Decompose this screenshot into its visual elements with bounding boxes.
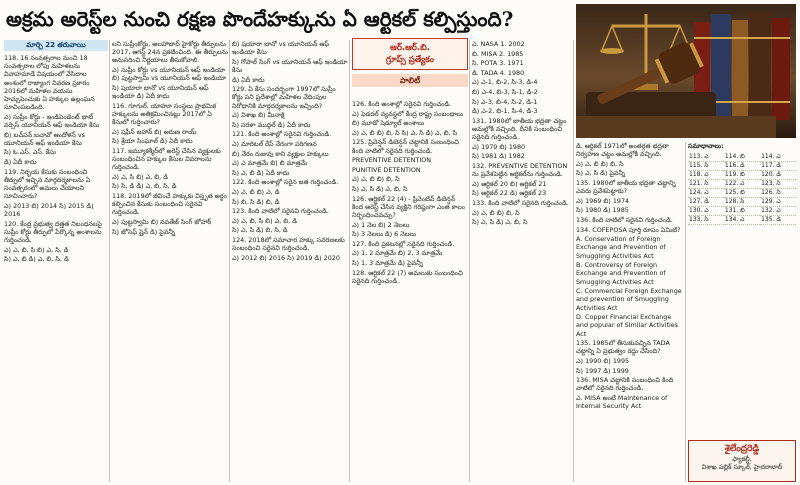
paragraph: సి) శ్రేయా సింఘాల్ డి) ఏదీ కాదు xyxy=(112,137,193,146)
paragraph: ఎ) ఎ, బి బి) బి, సి xyxy=(352,175,400,184)
answer-cell: 120. డి xyxy=(760,171,796,180)
answer-cell: 131. బి xyxy=(724,207,760,216)
paragraph: 118. 16 సంవత్సరాల నుంచి 18 సంవత్సరాల లోపు మహిళలను వివాహమాడే విషయంలో వేసిదాల అంశంలో రాజ్యాంగ వివరణ ప్రకారం 2016లో మహిళల వయసు హెచ్చుపెంచుకు ఏ హక్కుల ఉల్లంఘన సూచింపబడింది. xyxy=(4,54,95,112)
paragraph: 122. కింది అంశాల్లో సరైన జత గుర్తించండి. xyxy=(232,178,339,187)
paragraph: డి) ఎ-2, బి-1, సి-4, డి-3 xyxy=(472,107,538,116)
column-1 xyxy=(4,40,108,482)
answer-cell: 133. సి xyxy=(688,216,724,225)
answer-cell: 122. ఎ xyxy=(724,180,760,189)
divider xyxy=(685,142,686,482)
answer-cell: 114. ఎ xyxy=(760,153,796,162)
paragraph: 120. కేంద్ర ప్రభుత్వ దత్తత నిబంధనలపై సుప్రీం కోర్టు తీర్పులో పేర్కొన్న అంశాలను గుర్తించండి. xyxy=(4,219,102,244)
paragraph: సి) ఎ, బి డి) ఎ, బి, సి, డి xyxy=(4,255,69,264)
paragraph: ఎ) సుప్రీం కోర్టు - ఇండిపెండెంట్ థాట్ వర్సెస్ యూనియన్ ఆఫ్ ఇండియా కేసు xyxy=(4,112,100,130)
answer-cell: 126. సి xyxy=(760,189,796,198)
paragraph: డి) ఏదీ కాదు xyxy=(4,158,37,166)
divider xyxy=(229,40,230,482)
promo-title-box xyxy=(352,38,468,70)
paragraph: డి) ఏదీ కాదు xyxy=(232,75,265,84)
paragraph: సి) 1981 డి) 1982 xyxy=(472,152,525,161)
paragraph: సి) ఎ, సి డి) ఎ, బి, సి xyxy=(472,218,528,227)
paragraph: PUNITIVE DETENTION xyxy=(352,165,421,174)
divider xyxy=(109,40,110,482)
paragraph: బి) నేరం రుజువు కాని వ్యక్తుల హక్కులు xyxy=(232,149,329,158)
paragraph: సి) గోపాల్ సింగ్ vs యూనియన్ ఆఫ్ ఇండియా కేసు xyxy=(232,57,348,74)
paragraph: 125. ప్రివెన్షన్ డిటెన్షన్ చట్టానికి సంబంధించి కింది వాటిలో సరైనది గుర్తించండి. xyxy=(352,138,459,155)
paragraph: సి) జోసెఫ్ షైన్ డి) పైవన్నీ xyxy=(112,227,176,236)
paragraph: 126. ఆర్టికల్ 22 (4) - ప్రివెంటివ్ డిటెన్షన్ కింద అరెస్ట్ చేసిన వ్యక్తిని గరిష్ఠంగా ఎంత కాలం నిర్బంధించవచ్చు? xyxy=(352,194,465,219)
column-6 xyxy=(576,142,684,482)
paragraph: ఎ) ఎ, బి బి) బి, సి xyxy=(472,208,520,217)
paragraph: 121. కింది అంశాల్లో సరైనవి గుర్తించండి. xyxy=(232,130,332,139)
paragraph: ఎ) ఎ, బి, సి బి) ఎ, సి, డి xyxy=(4,245,69,254)
paragraph: ఎ) ఎ, బి, సి బి) ఎ, బి, డి xyxy=(232,216,297,225)
paragraph: 126. కింది అంశాల్లో సరైనవి గుర్తించండి. xyxy=(352,100,452,108)
paragraph: సి. POTA 3. 1971 xyxy=(472,59,524,68)
paragraph: 134. COFEPOSA పూర్తి రూపం ఏమిటి? xyxy=(576,225,681,234)
author-role: ఫ్యాకల్టీ, xyxy=(732,455,752,463)
paragraph: బి) బచ్‌పన్ బచావో ఆందోళన్ vs యూనియన్ ఆఫ్ ఇండియా కేసు xyxy=(4,130,86,147)
paragraph: సి) బి, సి డి) బి, డి xyxy=(232,197,280,206)
paragraph: ఎ) ఎ, సి బి) ఎ, బి, డి xyxy=(112,172,168,181)
paragraph: లని సుప్రీంకోర్టు, అలహాబాద్ హైకోర్టు తీర్పులను 2017, ఆగస్ట్ 24న ప్రకటించింది. ఈ తీర్పులను అనుసరించి నిర్ణయాలు తీసుకోవాలి. xyxy=(112,40,228,65)
gavel-scales-illustration xyxy=(576,4,796,138)
divider xyxy=(573,40,574,482)
paragraph: సి) ఎ, సి డి) బి, సి, డి xyxy=(232,226,288,235)
paragraph: 136. MISA చట్టానికి సంబంధించి కింది వాటిలో సరైనది గుర్తించండి. xyxy=(576,376,674,393)
paragraph: సి) ఎ-3, బి-4, సి-2, డి-1 xyxy=(472,97,538,106)
answer-row xyxy=(688,189,796,198)
answer-cell: 130. ఎ xyxy=(688,207,724,216)
paragraph: ఎ) ఎ, బి బి) బి, సి సి) ఎ, సి డి) ఎ, బి, సి xyxy=(352,128,458,137)
divider xyxy=(349,40,350,482)
paragraph: సి) ఎ, సి డి) పైవన్నీ xyxy=(576,169,626,178)
paragraph: బి) షయారా బానో vs యూనియన్ ఆఫ్ ఇండియా కేసు xyxy=(232,40,329,57)
answer-cell: 117. డి xyxy=(760,162,796,171)
paragraph: సి) షయారా బానో vs యూనియన్ ఆఫ్ ఇండియా డి) ఏదీ కాదు xyxy=(112,83,209,100)
paragraph: ఎ) ఫెడరల్ వ్యవస్థలో కేంద్ర రాష్ట్ర సంబంధాలు xyxy=(352,109,463,118)
answer-cell: 123. సి xyxy=(760,180,796,189)
paragraph: డి. TADA 4. 1980 xyxy=(472,68,525,77)
paragraph: సి) ఎ, సి డి) ఎ, బి, సి xyxy=(352,184,408,193)
paragraph: ఎ) 1969 బి) 1974 xyxy=(576,196,630,205)
paragraph: PREVENTIVE DETENTION xyxy=(352,156,432,165)
answer-cell: 129. ఎ xyxy=(760,198,796,207)
paragraph: ఎ) 2012 బి) 2016 సి) 2019 డి) 2020 xyxy=(232,253,340,262)
headline: అక్రమ అరెస్ట్‌ల నుంచి రక్షణ పొందేహక్కును ఏ ఆర్టికల్‌ కల్పిస్తుంది? xyxy=(6,7,514,31)
paragraph: సి) 1980 డి) 1985 xyxy=(576,206,629,215)
column-5 xyxy=(472,40,572,482)
answer-cell: 125. బి xyxy=(724,189,760,198)
paragraph: 131. 1980లో జాతీయ భద్రతా చట్టం అమల్లోకి వచ్చింది. దీనికి సంబంధించి సరైనది గుర్తించండి. xyxy=(472,116,567,142)
paragraph: సి) ఆర్టికల్ 22 డి) ఆర్టికల్ 23 xyxy=(472,189,547,198)
paragraph: D. Copper Financial Exchange and popular of Similar Activities Act xyxy=(576,313,679,338)
paragraph: సి) సరళా ముద్గల్ డి) ఏదీ కాదు xyxy=(232,120,311,129)
paragraph: ఎ) 1 నెల బి) 2 నెలలు xyxy=(352,220,410,229)
author-name: శైలేంద్రరెడ్డి xyxy=(724,444,760,454)
paragraph: సి) 1997 డి) 1999 xyxy=(576,366,629,375)
column-4 xyxy=(352,100,468,482)
paragraph: ఎ. NASA 1. 2002 xyxy=(472,40,525,48)
paragraph: ఎ) ఎ-1, బి-2, సి-3, డి-4 xyxy=(472,78,538,87)
paragraph: ఎ) పుట్టస్వామి బి) నవతేజ్ సింగ్ జోహార్ xyxy=(112,217,212,226)
column-7 xyxy=(688,142,796,334)
paragraph: 132. PREVENTIVE DETENTION ను ప్రవేశపెట్టిన ఆర్టికల్‌ను గుర్తించండి. xyxy=(472,161,568,179)
paragraph: 118. 2019లో జీవించే హక్కుకు విస్తృత అర్థం కల్పించిన కేసుకు సంబంధించి సరైనవి గుర్తించండి. xyxy=(112,191,227,217)
answer-cell: 118. ఎ xyxy=(688,171,724,180)
paragraph: ఎ) 1, 2 మాత్రమే బి) 2, 3 మాత్రమే xyxy=(352,249,443,258)
answer-cell: 116. డి xyxy=(724,162,760,171)
paragraph: ఎ) ఎ మాత్రమే బి) బి మాత్రమే xyxy=(232,159,308,168)
paragraph: 123. కింది వాటిలో సరైనవి గుర్తించండి. xyxy=(232,207,329,216)
paragraph: 117. జమ్మూకశ్మీర్‌లో అరెస్ట్ చేసిన వ్యక్తులకు సంబంధించిన హక్కుల కేసుల వివరాలను గుర్తించండి. xyxy=(112,146,221,172)
divider xyxy=(469,40,470,482)
paragraph: బి. MISA 2. 1985 xyxy=(472,49,524,58)
answer-row xyxy=(688,162,796,171)
paragraph: సి) 1, 3 మాత్రమే డి) పైవన్నీ xyxy=(352,258,423,267)
paragraph: బి) ఎ-4, బి-3, సి-1, డి-2 xyxy=(472,87,538,96)
answer-cell: 121. సి xyxy=(688,180,724,189)
paragraph: ఎ) ఆర్టికల్ 20 బి) ఆర్టికల్ 21 xyxy=(472,179,547,188)
paragraph: C. Commercial Foreign Exchange and prevention of Smuggling Activities Act xyxy=(576,287,682,312)
paragraph: ఎ) 2013 బి) 2014 సి) 2015 డి) 2016 xyxy=(4,201,94,218)
paragraph: సి) సి, డి డి) ఎ, బి, సి, డి xyxy=(112,182,177,191)
answer-cell: 115. సి xyxy=(688,162,724,171)
paragraph: సి) 3 నెలలు డి) 6 నెలలు xyxy=(352,230,417,239)
paragraph: 127. కింది ప్రకటనల్లో సరైనది గుర్తించండి. xyxy=(352,239,455,248)
paragraph: ఎ) సుప్రీం కోర్టు vs యూనియన్ ఆఫ్ ఇండియా బి) పుట్టస్వామి vs యూనియన్ ఆఫ్ ఇండియా xyxy=(112,66,227,83)
answer-row xyxy=(688,207,796,216)
answer-row xyxy=(688,198,796,207)
promo-line-2: గ్రూప్స్ ప్రత్యేకం xyxy=(386,55,434,65)
answer-row xyxy=(688,180,796,189)
answer-cell: 134. ఎ xyxy=(724,216,760,225)
paragraph: డి. ఆర్టికల్ 1971లో అంతర్గత భద్రతా నిర్వహణ చట్టం అమల్లోకి వచ్చింది. xyxy=(576,142,669,159)
paragraph: 133. కింది వాటిలో సరైనది గుర్తించండి. xyxy=(472,198,569,207)
gavel-books-photo xyxy=(576,4,796,138)
answer-cell: 124. ఎ xyxy=(688,189,724,198)
paragraph: 128. ఆర్టికల్ 22 (7) అమలుకు సంబంధించి సరైనది గుర్తించండి. xyxy=(352,268,463,285)
answer-cell: 135. డి xyxy=(760,216,796,225)
paragraph: 129. ఏ కేసు సందర్భంగా 1997లో సుప్రీం కోర్టు పని ప్రదేశాల్లో మహిళల వేధింపుల నిరోధానికి మార్గదర్శకాలను ఇచ్చింది? xyxy=(232,85,336,110)
author-box xyxy=(688,440,796,482)
answer-cell: 128. సి xyxy=(724,198,760,207)
author-institution: విశాఖ పబ్లిక్ స్కూల్, హైదరాబాద్ xyxy=(701,463,783,471)
paragraph: సి) ఓ.ఎస్. ఎస్. కేసు xyxy=(4,148,56,157)
paragraph: సి) ఎ, బి డి) ఏదీ కాదు xyxy=(232,168,290,177)
answers-table xyxy=(688,153,796,225)
promo-subject: పాలిటీ xyxy=(352,74,468,87)
paragraph: బి) మూడో షెడ్యూల్ అంశాలు xyxy=(352,119,425,128)
paragraph: 124. 2018లో సమాచార హక్కు సవరణలకు సంబంధించి సరైనవి గుర్తించండి. xyxy=(232,235,345,253)
answer-cell: 127. డి xyxy=(688,198,724,207)
answer-row xyxy=(688,153,796,162)
paragraph: ఎ) ఎ, బి బి) బి, సి xyxy=(576,159,624,168)
column-2 xyxy=(112,40,228,482)
paragraph: 135. 1985లో తీసుకువచ్చిన TADA చట్టాన్ని ఏ ప్రభుత్వం రద్దు చేసింది? xyxy=(576,339,670,356)
answer-cell: 119. బి xyxy=(724,171,760,180)
paragraph: A. Conservation of Foreign Exchange and Prevention of Smuggling Activities Act xyxy=(576,235,666,260)
rrb-groups-promo xyxy=(352,38,468,96)
continued-tag: మార్చి 22 తరువాయి xyxy=(4,40,108,51)
answer-row xyxy=(688,216,796,225)
answer-cell: 114. బి xyxy=(724,153,760,162)
paragraph: 135. 1980లో జాతీయ భద్రతా చట్టాన్ని ఎవరు ప్రవేశపెట్టారు? xyxy=(576,178,676,196)
answer-cell: 113. ఎ xyxy=(688,153,724,162)
answer-cell: 132. ఎ xyxy=(760,207,796,216)
paragraph: 119. నిర్భయ కేసుకు సంబంధించి తీర్పులో ఇచ్చిన మార్గదర్శకాలను ఏ సంవత్సరంలో అమలు చేయాలని సూచించారు? xyxy=(4,167,91,201)
answer-row xyxy=(688,171,796,180)
paragraph: ఎ) షఫీన్ జహాన్ బి) అరుణ రాయ్ xyxy=(112,127,197,136)
paragraph: ఎ) 1990 బి) 1995 xyxy=(576,356,630,365)
paragraph: ఎ) ఎ, బి బి) ఎ, డి xyxy=(232,187,280,196)
answers-heading: సమాధానాలు: xyxy=(688,142,724,150)
paragraph: ఎ) మారిటల్ రేప్ నేరంగా పరిగణన xyxy=(232,139,317,148)
paragraph: 116. గూగుల్, యాహూ సంస్థలు ప్రాథమిక హక్కులను అతిక్రమించినట్లు 2017లో ఏ కేసులో గుర్తించారు? xyxy=(112,101,217,126)
promo-line-1: ఆర్.ఆర్.బి. xyxy=(390,43,430,53)
paragraph: 136. కింది వాటిలో సరైనవి గుర్తించండి. xyxy=(576,215,673,224)
paragraph: ఎ) 1979 బి) 1980 xyxy=(472,142,526,151)
paragraph: ఎ) విశాఖ బి) మీనాక్షి xyxy=(232,111,285,120)
paragraph: ఎ. MISA అంటే Maintenance of Internal Security Act xyxy=(576,393,668,411)
paragraph: B. Controversy of Foreign Exchange and Prevention of Smuggling Activities Act xyxy=(576,261,666,286)
column-3 xyxy=(232,40,348,482)
